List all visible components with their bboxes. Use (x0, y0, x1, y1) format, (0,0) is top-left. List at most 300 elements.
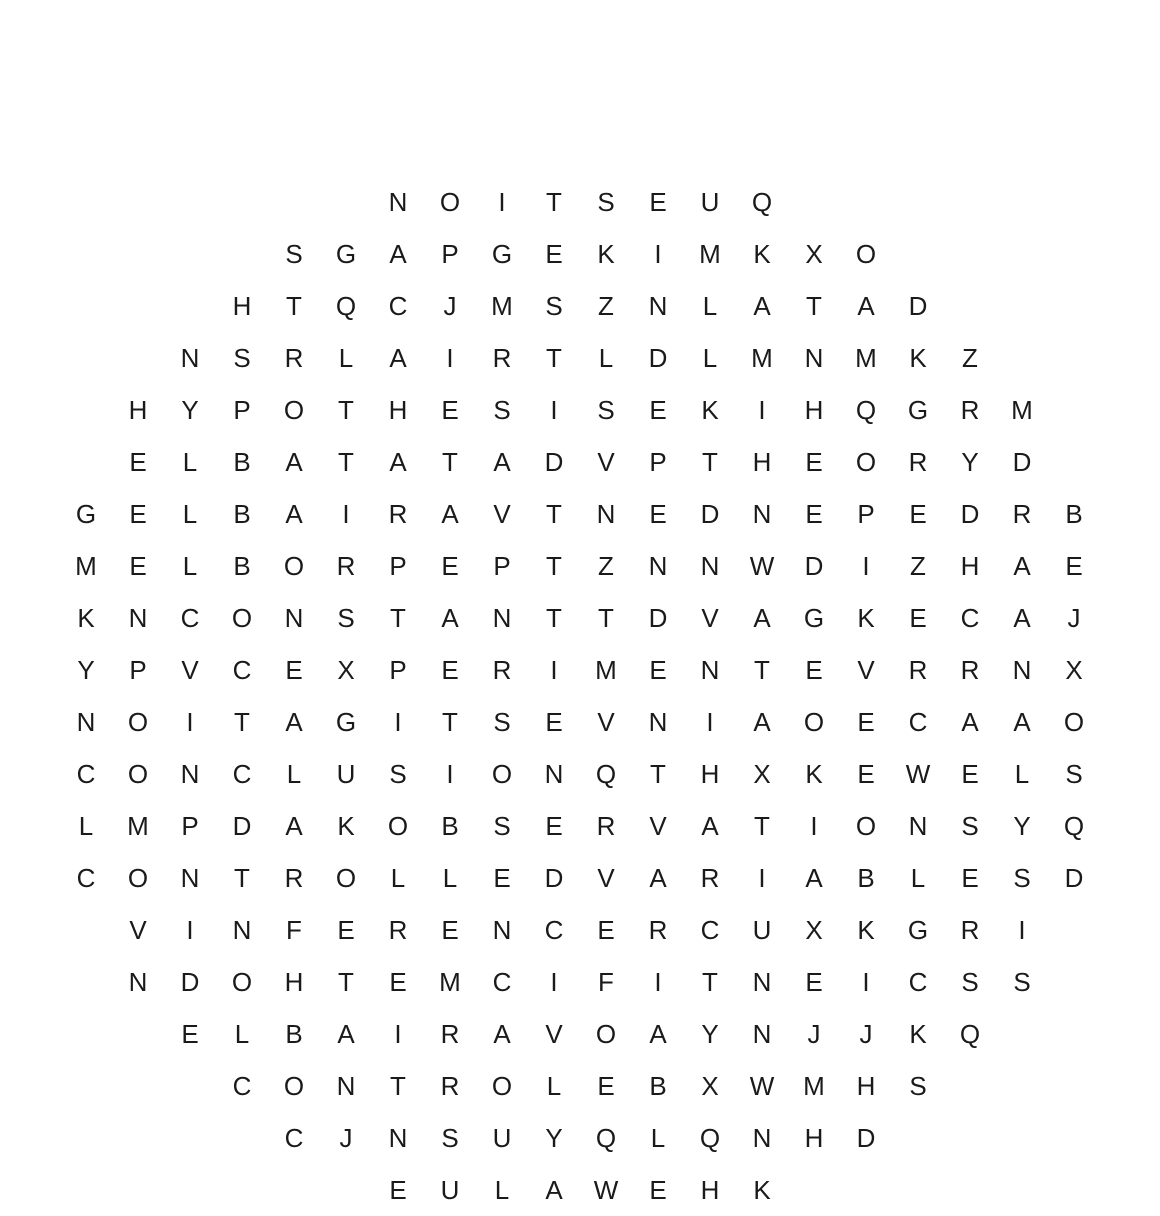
grid-letter[interactable]: S (337, 603, 355, 633)
grid-letter[interactable]: N (336, 1071, 356, 1101)
grid-letter[interactable]: B (233, 447, 251, 477)
grid-letter[interactable]: C (232, 759, 252, 789)
grid-letter[interactable]: D (544, 863, 564, 893)
grid-letter[interactable]: W (749, 551, 775, 581)
grid-letter[interactable]: O (127, 863, 149, 893)
grid-letter[interactable]: X (805, 915, 823, 945)
grid-letter[interactable]: A (753, 291, 771, 321)
grid-letter[interactable]: E (441, 655, 459, 685)
grid-letter[interactable]: T (286, 291, 302, 321)
grid-letter[interactable]: R (700, 863, 720, 893)
grid-letter[interactable]: O (231, 603, 253, 633)
grid-letter[interactable]: X (1065, 655, 1083, 685)
grid-letter[interactable]: P (857, 499, 875, 529)
grid-letter[interactable]: Q (1063, 811, 1085, 841)
grid-letter[interactable]: N (752, 967, 772, 997)
grid-letter[interactable]: O (491, 759, 513, 789)
grid-letter[interactable]: C (544, 915, 564, 945)
grid-letter[interactable]: B (649, 1071, 667, 1101)
grid-letter[interactable]: Q (335, 291, 357, 321)
grid-letter[interactable]: V (857, 655, 875, 685)
grid-letter[interactable]: J (443, 291, 457, 321)
grid-letter[interactable]: M (127, 811, 149, 841)
grid-letter[interactable]: O (491, 1071, 513, 1101)
grid-letter[interactable]: D (232, 811, 252, 841)
grid-letter[interactable]: A (753, 707, 771, 737)
grid-letter[interactable]: E (181, 1019, 199, 1049)
grid-letter[interactable]: E (961, 863, 979, 893)
grid-letter[interactable]: V (545, 1019, 563, 1049)
grid-letter[interactable]: A (441, 499, 459, 529)
grid-letter[interactable]: D (856, 1123, 876, 1153)
grid-letter[interactable]: S (1013, 863, 1031, 893)
grid-letter[interactable]: M (595, 655, 617, 685)
grid-letter[interactable]: E (441, 395, 459, 425)
grid-letter[interactable]: O (855, 447, 877, 477)
grid-letter[interactable]: O (595, 1019, 617, 1049)
grid-letter[interactable]: D (1012, 447, 1032, 477)
grid-letter[interactable]: R (388, 915, 408, 945)
grid-letter[interactable]: T (598, 603, 614, 633)
grid-letter[interactable]: I (758, 395, 766, 425)
grid-letter[interactable]: I (706, 707, 714, 737)
grid-letter[interactable]: E (649, 655, 667, 685)
grid-letter[interactable]: K (909, 1019, 927, 1049)
grid-letter[interactable]: R (960, 655, 980, 685)
grid-letter[interactable]: P (389, 551, 407, 581)
grid-letter[interactable]: D (1064, 863, 1084, 893)
grid-letter[interactable]: R (960, 915, 980, 945)
grid-letter[interactable]: R (908, 655, 928, 685)
grid-letter[interactable]: A (961, 707, 979, 737)
grid-letter[interactable]: H (804, 395, 824, 425)
grid-letter[interactable]: D (180, 967, 200, 997)
grid-letter[interactable]: K (337, 811, 355, 841)
grid-letter[interactable]: G (803, 603, 825, 633)
grid-letter[interactable]: N (648, 291, 668, 321)
grid-letter[interactable]: O (439, 187, 461, 217)
grid-letter[interactable]: E (857, 759, 875, 789)
grid-letter[interactable]: J (1067, 603, 1081, 633)
grid-letter[interactable]: T (442, 447, 458, 477)
grid-letter[interactable]: C (76, 759, 96, 789)
grid-letter[interactable]: A (701, 811, 719, 841)
grid-letter[interactable]: T (702, 967, 718, 997)
grid-letter[interactable]: H (856, 1071, 876, 1101)
grid-letter[interactable]: C (388, 291, 408, 321)
grid-letter[interactable]: E (909, 603, 927, 633)
grid-letter[interactable]: I (394, 707, 402, 737)
grid-letter[interactable]: D (648, 603, 668, 633)
grid-letter[interactable]: E (129, 499, 147, 529)
grid-letter[interactable]: L (78, 811, 94, 841)
grid-letter[interactable]: N (1012, 655, 1032, 685)
grid-letter[interactable]: Q (595, 1123, 617, 1153)
grid-letter[interactable]: N (492, 603, 512, 633)
grid-letter[interactable]: P (129, 655, 147, 685)
grid-letter[interactable]: O (335, 863, 357, 893)
grid-letter[interactable]: O (283, 1071, 305, 1101)
grid-letter[interactable]: A (649, 863, 667, 893)
grid-letter[interactable]: S (597, 395, 615, 425)
grid-letter[interactable]: A (1013, 707, 1031, 737)
grid-letter[interactable]: A (389, 447, 407, 477)
grid-letter[interactable]: S (285, 239, 303, 269)
grid-letter[interactable]: R (908, 447, 928, 477)
grid-letter[interactable]: E (857, 707, 875, 737)
grid-letter[interactable]: M (75, 551, 97, 581)
grid-letter[interactable]: S (909, 1071, 927, 1101)
grid-letter[interactable]: Z (962, 343, 978, 373)
grid-letter[interactable]: I (342, 499, 350, 529)
grid-letter[interactable]: K (805, 759, 823, 789)
grid-letter[interactable]: P (441, 239, 459, 269)
grid-letter[interactable]: N (752, 1019, 772, 1049)
grid-letter[interactable]: A (753, 603, 771, 633)
grid-letter[interactable]: C (284, 1123, 304, 1153)
grid-letter[interactable]: C (908, 967, 928, 997)
grid-letter[interactable]: X (701, 1071, 719, 1101)
grid-letter[interactable]: Q (699, 1123, 721, 1153)
grid-letter[interactable]: G (907, 395, 929, 425)
grid-letter[interactable]: A (493, 1019, 511, 1049)
grid-letter[interactable]: E (649, 395, 667, 425)
grid-letter[interactable]: H (284, 967, 304, 997)
grid-letter[interactable]: D (908, 291, 928, 321)
grid-letter[interactable]: K (701, 395, 719, 425)
grid-letter[interactable]: A (285, 499, 303, 529)
grid-letter[interactable]: I (862, 967, 870, 997)
grid-letter[interactable]: Y (701, 1019, 719, 1049)
grid-letter[interactable]: A (389, 343, 407, 373)
grid-letter[interactable]: O (1063, 707, 1085, 737)
grid-letter[interactable]: H (804, 1123, 824, 1153)
grid-letter[interactable]: R (960, 395, 980, 425)
grid-letter[interactable]: H (388, 395, 408, 425)
grid-letter[interactable]: E (649, 187, 667, 217)
grid-letter[interactable]: P (493, 551, 511, 581)
grid-letter[interactable]: T (338, 395, 354, 425)
grid-letter[interactable]: K (753, 1175, 771, 1205)
grid-letter[interactable]: I (498, 187, 506, 217)
grid-letter[interactable]: R (596, 811, 616, 841)
grid-letter[interactable]: M (751, 343, 773, 373)
grid-letter[interactable]: I (186, 915, 194, 945)
grid-letter[interactable]: U (492, 1123, 512, 1153)
grid-letter[interactable]: T (546, 343, 562, 373)
grid-letter[interactable]: O (387, 811, 409, 841)
grid-letter[interactable]: O (231, 967, 253, 997)
grid-letter[interactable]: L (546, 1071, 562, 1101)
grid-letter[interactable]: S (389, 759, 407, 789)
grid-letter[interactable]: A (441, 603, 459, 633)
grid-letter[interactable]: O (127, 759, 149, 789)
grid-letter[interactable]: A (805, 863, 823, 893)
grid-letter[interactable]: N (648, 707, 668, 737)
grid-letter[interactable]: L (182, 551, 198, 581)
grid-letter[interactable]: R (492, 655, 512, 685)
grid-letter[interactable]: L (702, 291, 718, 321)
grid-letter[interactable]: K (77, 603, 95, 633)
grid-letter[interactable]: B (1065, 499, 1083, 529)
grid-letter[interactable]: S (493, 395, 511, 425)
grid-letter[interactable]: N (648, 551, 668, 581)
grid-letter[interactable]: A (857, 291, 875, 321)
grid-letter[interactable]: T (546, 551, 562, 581)
grid-letter[interactable]: Q (959, 1019, 981, 1049)
grid-letter[interactable]: N (596, 499, 616, 529)
grid-letter[interactable]: Z (598, 291, 614, 321)
grid-letter[interactable]: E (545, 811, 563, 841)
grid-letter[interactable]: M (491, 291, 513, 321)
grid-letter[interactable]: N (284, 603, 304, 633)
grid-letter[interactable]: L (390, 863, 406, 893)
grid-letter[interactable]: N (128, 967, 148, 997)
grid-letter[interactable]: K (753, 239, 771, 269)
grid-letter[interactable]: H (960, 551, 980, 581)
grid-letter[interactable]: V (649, 811, 667, 841)
grid-letter[interactable]: I (1018, 915, 1026, 945)
grid-letter[interactable]: T (234, 863, 250, 893)
grid-letter[interactable]: C (960, 603, 980, 633)
grid-letter[interactable]: E (805, 447, 823, 477)
grid-letter[interactable]: I (654, 967, 662, 997)
grid-letter[interactable]: O (283, 551, 305, 581)
grid-letter[interactable]: I (446, 759, 454, 789)
grid-letter[interactable]: E (129, 447, 147, 477)
grid-letter[interactable]: E (961, 759, 979, 789)
grid-letter[interactable]: I (446, 343, 454, 373)
grid-letter[interactable]: N (76, 707, 96, 737)
grid-letter[interactable]: E (597, 1071, 615, 1101)
grid-letter[interactable]: O (283, 395, 305, 425)
grid-letter[interactable]: R (440, 1071, 460, 1101)
grid-letter[interactable]: K (909, 343, 927, 373)
grid-letter[interactable]: N (700, 655, 720, 685)
grid-letter[interactable]: A (1013, 603, 1031, 633)
grid-letter[interactable]: X (753, 759, 771, 789)
grid-letter[interactable]: Y (1013, 811, 1031, 841)
grid-letter[interactable]: E (389, 1175, 407, 1205)
grid-letter[interactable]: V (129, 915, 147, 945)
grid-letter[interactable]: N (180, 343, 200, 373)
grid-letter[interactable]: N (544, 759, 564, 789)
grid-letter[interactable]: N (180, 863, 200, 893)
grid-letter[interactable]: T (546, 187, 562, 217)
grid-letter[interactable]: H (700, 759, 720, 789)
grid-letter[interactable]: T (546, 603, 562, 633)
grid-letter[interactable]: C (700, 915, 720, 945)
letter-grid[interactable] (0, 176, 1160, 1216)
grid-letter[interactable]: W (593, 1175, 619, 1205)
grid-letter[interactable]: N (180, 759, 200, 789)
grid-letter[interactable]: B (441, 811, 459, 841)
grid-letter[interactable]: J (339, 1123, 353, 1153)
grid-letter[interactable]: R (492, 343, 512, 373)
grid-letter[interactable]: D (648, 343, 668, 373)
grid-letter[interactable]: P (649, 447, 667, 477)
grid-letter[interactable]: D (960, 499, 980, 529)
grid-letter[interactable]: S (961, 811, 979, 841)
grid-letter[interactable]: E (649, 1175, 667, 1205)
grid-letter[interactable]: C (908, 707, 928, 737)
grid-letter[interactable]: E (337, 915, 355, 945)
grid-letter[interactable]: S (1013, 967, 1031, 997)
grid-letter[interactable]: X (337, 655, 355, 685)
grid-letter[interactable]: I (394, 1019, 402, 1049)
grid-letter[interactable]: Q (595, 759, 617, 789)
grid-letter[interactable]: Y (77, 655, 95, 685)
grid-letter[interactable]: L (234, 1019, 250, 1049)
grid-letter[interactable]: C (76, 863, 96, 893)
grid-letter[interactable]: J (859, 1019, 873, 1049)
grid-letter[interactable]: I (654, 239, 662, 269)
grid-letter[interactable]: P (233, 395, 251, 425)
grid-letter[interactable]: L (650, 1123, 666, 1153)
grid-letter[interactable]: E (545, 239, 563, 269)
grid-letter[interactable]: I (810, 811, 818, 841)
grid-letter[interactable]: R (648, 915, 668, 945)
grid-letter[interactable]: I (862, 551, 870, 581)
grid-letter[interactable]: L (182, 499, 198, 529)
grid-letter[interactable]: T (442, 707, 458, 737)
grid-letter[interactable]: Q (855, 395, 877, 425)
grid-letter[interactable]: A (493, 447, 511, 477)
grid-letter[interactable]: N (388, 1123, 408, 1153)
grid-letter[interactable]: S (1065, 759, 1083, 789)
grid-letter[interactable]: S (961, 967, 979, 997)
grid-letter[interactable]: E (389, 967, 407, 997)
grid-letter[interactable]: T (650, 759, 666, 789)
grid-letter[interactable]: I (550, 655, 558, 685)
grid-letter[interactable]: B (285, 1019, 303, 1049)
grid-letter[interactable]: U (336, 759, 356, 789)
grid-letter[interactable]: M (699, 239, 721, 269)
grid-letter[interactable]: B (857, 863, 875, 893)
grid-letter[interactable]: C (232, 655, 252, 685)
grid-letter[interactable]: R (388, 499, 408, 529)
grid-letter[interactable]: A (649, 1019, 667, 1049)
grid-letter[interactable]: S (493, 707, 511, 737)
grid-letter[interactable]: H (752, 447, 772, 477)
grid-letter[interactable]: B (233, 499, 251, 529)
grid-letter[interactable]: E (441, 915, 459, 945)
grid-letter[interactable]: N (700, 551, 720, 581)
grid-letter[interactable]: L (494, 1175, 510, 1205)
grid-letter[interactable]: L (1014, 759, 1030, 789)
grid-letter[interactable]: N (388, 187, 408, 217)
grid-letter[interactable]: I (758, 863, 766, 893)
grid-letter[interactable]: K (597, 239, 615, 269)
grid-letter[interactable]: E (597, 915, 615, 945)
grid-letter[interactable]: E (805, 967, 823, 997)
grid-letter[interactable]: N (752, 1123, 772, 1153)
grid-letter[interactable]: B (233, 551, 251, 581)
grid-letter[interactable]: V (181, 655, 199, 685)
grid-letter[interactable]: N (128, 603, 148, 633)
grid-letter[interactable]: Y (181, 395, 199, 425)
grid-letter[interactable]: V (597, 863, 615, 893)
grid-letter[interactable]: V (701, 603, 719, 633)
grid-letter[interactable]: O (803, 707, 825, 737)
grid-letter[interactable]: A (389, 239, 407, 269)
grid-letter[interactable]: L (598, 343, 614, 373)
grid-letter[interactable]: S (545, 291, 563, 321)
grid-letter[interactable]: D (804, 551, 824, 581)
grid-letter[interactable]: E (1065, 551, 1083, 581)
grid-letter[interactable]: L (442, 863, 458, 893)
grid-letter[interactable]: T (754, 655, 770, 685)
grid-letter[interactable]: T (546, 499, 562, 529)
grid-letter[interactable]: E (805, 655, 823, 685)
grid-letter[interactable]: G (75, 499, 97, 529)
grid-letter[interactable]: T (754, 811, 770, 841)
grid-letter[interactable]: Y (545, 1123, 563, 1153)
grid-letter[interactable]: O (855, 811, 877, 841)
grid-letter[interactable]: K (857, 915, 875, 945)
grid-letter[interactable]: E (285, 655, 303, 685)
grid-letter[interactable]: H (700, 1175, 720, 1205)
grid-letter[interactable]: M (803, 1071, 825, 1101)
grid-letter[interactable]: I (550, 395, 558, 425)
grid-letter[interactable]: P (389, 655, 407, 685)
grid-letter[interactable]: H (128, 395, 148, 425)
grid-letter[interactable]: S (493, 811, 511, 841)
grid-letter[interactable]: S (441, 1123, 459, 1153)
grid-letter[interactable]: M (439, 967, 461, 997)
grid-letter[interactable]: T (338, 967, 354, 997)
grid-letter[interactable]: I (550, 967, 558, 997)
grid-letter[interactable]: F (598, 967, 614, 997)
grid-letter[interactable]: E (545, 707, 563, 737)
grid-letter[interactable]: N (804, 343, 824, 373)
grid-letter[interactable]: Y (961, 447, 979, 477)
grid-letter[interactable]: G (907, 915, 929, 945)
grid-letter[interactable]: D (700, 499, 720, 529)
grid-letter[interactable]: L (910, 863, 926, 893)
grid-letter[interactable]: T (234, 707, 250, 737)
grid-letter[interactable]: A (1013, 551, 1031, 581)
grid-letter[interactable]: V (597, 447, 615, 477)
grid-letter[interactable]: N (908, 811, 928, 841)
grid-letter[interactable]: N (752, 499, 772, 529)
grid-letter[interactable]: L (702, 343, 718, 373)
grid-letter[interactable]: E (441, 551, 459, 581)
grid-letter[interactable]: P (181, 811, 199, 841)
grid-letter[interactable]: J (807, 1019, 821, 1049)
grid-letter[interactable]: M (855, 343, 877, 373)
grid-letter[interactable]: V (493, 499, 511, 529)
grid-letter[interactable]: A (285, 811, 303, 841)
grid-letter[interactable]: A (285, 447, 303, 477)
grid-letter[interactable]: Z (910, 551, 926, 581)
grid-letter[interactable]: D (544, 447, 564, 477)
grid-letter[interactable]: H (232, 291, 252, 321)
grid-letter[interactable]: G (335, 707, 357, 737)
grid-letter[interactable]: U (700, 187, 720, 217)
grid-letter[interactable]: L (182, 447, 198, 477)
grid-letter[interactable]: T (806, 291, 822, 321)
grid-letter[interactable]: V (597, 707, 615, 737)
grid-letter[interactable]: A (285, 707, 303, 737)
grid-letter[interactable]: Z (598, 551, 614, 581)
grid-letter[interactable]: L (286, 759, 302, 789)
grid-letter[interactable]: O (855, 239, 877, 269)
grid-letter[interactable]: M (1011, 395, 1033, 425)
grid-letter[interactable]: G (491, 239, 513, 269)
grid-letter[interactable]: F (286, 915, 302, 945)
grid-letter[interactable]: R (336, 551, 356, 581)
